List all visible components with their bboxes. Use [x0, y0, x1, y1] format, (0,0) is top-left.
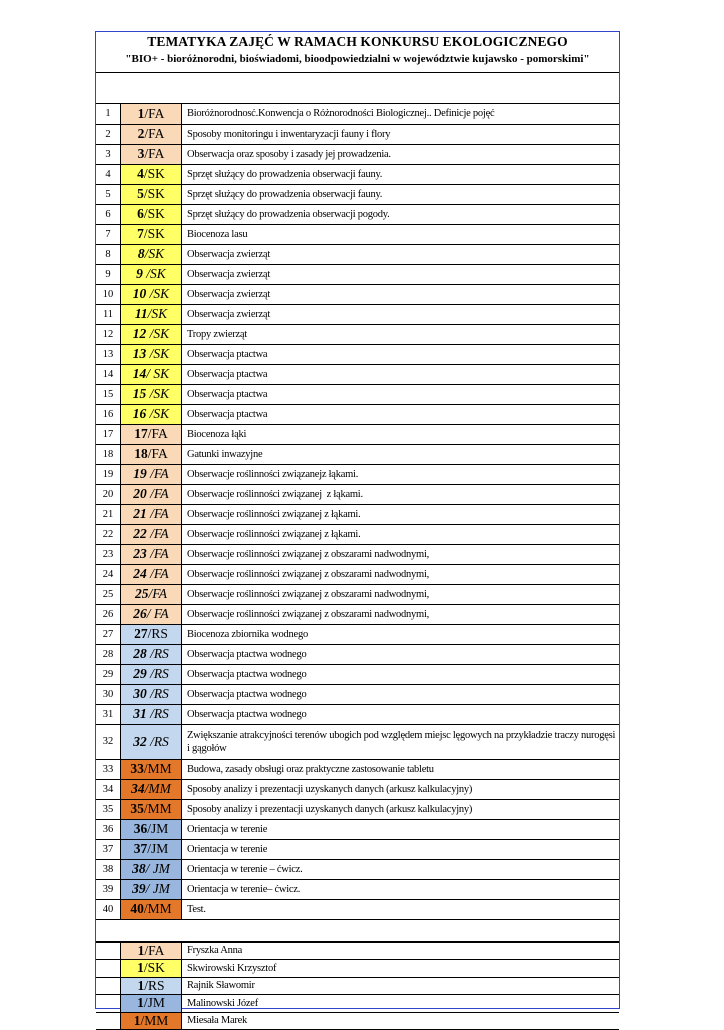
lesson-topic: Tropy zwierząt	[182, 324, 620, 344]
lesson-code-suffix: /JM	[147, 821, 168, 836]
instructor-code-suffix: /FA	[144, 943, 164, 958]
lesson-code-number: 4	[137, 166, 144, 181]
table-spacer	[96, 920, 619, 942]
table-row	[96, 104, 619, 124]
lesson-code-number: 40	[130, 901, 144, 916]
lesson-code	[121, 444, 182, 464]
lesson-code-number: 38	[132, 861, 146, 876]
instructor-name: Rajnik Sławomir	[182, 977, 620, 995]
lesson-code-suffix: /FA	[144, 146, 164, 161]
lesson-code	[121, 104, 182, 124]
instructor-row	[96, 1012, 619, 1030]
lesson-code-number: 31	[133, 706, 147, 721]
lesson-topic: Sprzęt służący do prowadzenia obserwacji pogody.	[182, 204, 620, 224]
table-row	[96, 324, 619, 344]
lesson-topic: Obserwacje roślinności związanej z obszarami nadwodnymi,	[182, 584, 620, 604]
lesson-code-suffix: / SK	[146, 366, 169, 381]
instructor-code-number: 1	[137, 960, 144, 975]
lesson-code	[121, 839, 182, 859]
lesson-code-suffix: /MM	[145, 781, 171, 796]
lesson-code-number: 6	[137, 206, 144, 221]
lesson-code	[121, 204, 182, 224]
table-row	[96, 404, 619, 424]
row-number: 37	[96, 839, 121, 859]
lesson-topic: Obserwacja ptactwa	[182, 344, 620, 364]
instructor-spacer-cell	[96, 1012, 121, 1030]
row-number: 22	[96, 524, 121, 544]
row-number: 35	[96, 799, 121, 819]
lesson-code-suffix: /FA	[147, 526, 169, 541]
lesson-code-suffix: /FA	[148, 586, 167, 601]
lesson-code	[121, 644, 182, 664]
lesson-topic: Bioróżnorodnosć.Konwencja o Różnorodności Biologicznej.. Definicje pojęć	[182, 104, 620, 124]
table-row	[96, 264, 619, 284]
lesson-code	[121, 404, 182, 424]
lesson-code-suffix: /RS	[148, 626, 168, 641]
lesson-topic: Obserwacja ptactwa wodnego	[182, 664, 620, 684]
lesson-code	[121, 484, 182, 504]
lesson-topic: Sprzęt służący do prowadzenia obserwacji fauny.	[182, 184, 620, 204]
lesson-code	[121, 664, 182, 684]
instructor-code	[121, 960, 182, 978]
lesson-topic: Orientacja w terenie– ćwicz.	[182, 879, 620, 899]
lesson-topic: Biocenoza zbiornika wodnego	[182, 624, 620, 644]
table-row	[96, 424, 619, 444]
lesson-code-suffix: /SK	[144, 226, 165, 241]
table-row	[96, 879, 619, 899]
lesson-code-suffix: /SK	[146, 286, 169, 301]
lesson-code	[121, 779, 182, 799]
row-number: 30	[96, 684, 121, 704]
lesson-code	[121, 759, 182, 779]
lesson-code-number: 12	[133, 326, 147, 341]
lesson-code	[121, 879, 182, 899]
row-number: 26	[96, 604, 121, 624]
lesson-code-number: 17	[134, 426, 148, 441]
lesson-code-suffix: /FA	[147, 566, 169, 581]
lesson-code-suffix: / JM	[146, 881, 170, 896]
table-row	[96, 184, 619, 204]
lesson-topic: Biocenoza lasu	[182, 224, 620, 244]
row-number: 38	[96, 859, 121, 879]
lesson-topic: Sposoby monitoringu i inwentaryzacji fauny i flory	[182, 124, 620, 144]
lesson-code-number: 5	[137, 186, 144, 201]
row-number: 20	[96, 484, 121, 504]
instructor-name: Miesała Marek	[182, 1012, 620, 1030]
lesson-code-number: 20	[133, 486, 147, 501]
table-row	[96, 899, 619, 919]
lesson-code-suffix: /FA	[144, 126, 164, 141]
lesson-code-number: 22	[133, 526, 147, 541]
row-number: 13	[96, 344, 121, 364]
lesson-code-number: 19	[133, 466, 147, 481]
lesson-topic: Sposoby analizy i prezentacji uzyskanych danych (arkusz kalkulacyjny)	[182, 799, 620, 819]
lesson-code	[121, 164, 182, 184]
lesson-code	[121, 384, 182, 404]
lesson-code-suffix: /SK	[143, 266, 166, 281]
row-number: 39	[96, 879, 121, 899]
row-number: 2	[96, 124, 121, 144]
lesson-topic: Biocenoza łąki	[182, 424, 620, 444]
lesson-code-suffix: /SK	[146, 406, 169, 421]
instructor-code-number: 1	[137, 995, 144, 1010]
row-number: 32	[96, 724, 121, 759]
lesson-code-suffix: /SK	[148, 306, 168, 321]
table-row	[96, 624, 619, 644]
row-number: 19	[96, 464, 121, 484]
instructors-table	[96, 942, 619, 1030]
lesson-code	[121, 564, 182, 584]
lesson-code	[121, 124, 182, 144]
lesson-code-number: 13	[133, 346, 147, 361]
lesson-code	[121, 284, 182, 304]
topics-table	[96, 104, 619, 920]
lesson-code-suffix: /SK	[146, 326, 169, 341]
document-subtitle: "BIO+ - bioróżnorodni, bioświadomi, bioodpowiedzialni w województwie kujawsko - pomorskimi"	[96, 51, 619, 68]
instructor-spacer-cell	[96, 942, 121, 960]
table-row	[96, 464, 619, 484]
table-row	[96, 544, 619, 564]
lesson-code-number: 37	[134, 841, 148, 856]
lesson-code-suffix: /FA	[144, 106, 164, 121]
lesson-topic: Obserwacja ptactwa	[182, 404, 620, 424]
lesson-topic: Obserwacje roślinności związanejz łąkami.	[182, 464, 620, 484]
instructor-row	[96, 942, 619, 960]
table-row	[96, 484, 619, 504]
row-number: 9	[96, 264, 121, 284]
lesson-topic: Obserwacja ptactwa wodnego	[182, 644, 620, 664]
table-row	[96, 384, 619, 404]
lesson-code-number: 27	[134, 626, 148, 641]
lesson-code-number: 16	[133, 406, 147, 421]
row-number: 1	[96, 104, 121, 124]
row-number: 21	[96, 504, 121, 524]
lesson-topic: Zwiększanie atrakcyjności terenów ubogich pod względem miejsc lęgowych na przykładzie traczy nurogęsi i gągołów	[182, 724, 620, 759]
row-number: 18	[96, 444, 121, 464]
lesson-code	[121, 584, 182, 604]
table-row	[96, 759, 619, 779]
lesson-code-number: 32	[133, 734, 147, 749]
lesson-code-number: 35	[130, 801, 144, 816]
instructor-code	[121, 995, 182, 1013]
lesson-code	[121, 364, 182, 384]
lesson-topic: Obserwacje roślinności związanej z obszarami nadwodnymi,	[182, 544, 620, 564]
lesson-code-number: 26	[133, 606, 147, 621]
row-number: 31	[96, 704, 121, 724]
table-row	[96, 204, 619, 224]
lesson-code-suffix: /RS	[147, 666, 169, 681]
lesson-code-suffix: /JM	[147, 841, 168, 856]
lesson-code-number: 34	[131, 781, 145, 796]
lesson-code-number: 29	[133, 666, 147, 681]
lesson-code-number: 9	[136, 266, 143, 281]
table-row	[96, 664, 619, 684]
instructor-code	[121, 1012, 182, 1030]
lesson-topic: Orientacja w terenie	[182, 839, 620, 859]
row-number: 15	[96, 384, 121, 404]
lesson-code	[121, 899, 182, 919]
instructor-code-number: 1	[138, 943, 145, 958]
table-row	[96, 344, 619, 364]
table-row	[96, 524, 619, 544]
instructor-spacer-cell	[96, 995, 121, 1013]
instructor-code-number: 1	[134, 1013, 141, 1028]
lesson-topic: Obserwacje roślinności związanej z obszarami nadwodnymi,	[182, 604, 620, 624]
lesson-topic: Budowa, zasady obsługi oraz praktyczne zastosowanie tabletu	[182, 759, 620, 779]
instructor-name: Fryszka Anna	[182, 942, 620, 960]
lesson-code-suffix: /SK	[146, 346, 169, 361]
row-number: 23	[96, 544, 121, 564]
lesson-code-suffix: /RS	[147, 734, 169, 749]
row-number: 28	[96, 644, 121, 664]
lesson-code	[121, 184, 182, 204]
lesson-topic: Obserwacje roślinności związanej z łąkami.	[182, 504, 620, 524]
lesson-code-suffix: /SK	[144, 206, 165, 221]
row-number: 25	[96, 584, 121, 604]
lesson-code-suffix: /RS	[147, 686, 169, 701]
lesson-topic: Obserwacja ptactwa	[182, 364, 620, 384]
lesson-code-suffix: /SK	[144, 186, 165, 201]
table-row	[96, 684, 619, 704]
document-title: TEMATYKA ZAJĘĆ W RAMACH KONKURSU EKOLOGICZNEGO	[96, 32, 619, 51]
lesson-code-number: 18	[134, 446, 148, 461]
table-row	[96, 144, 619, 164]
row-number: 16	[96, 404, 121, 424]
lesson-topic: Gatunki inwazyjne	[182, 444, 620, 464]
table-row	[96, 839, 619, 859]
row-number: 29	[96, 664, 121, 684]
table-row	[96, 304, 619, 324]
lesson-code-number: 7	[137, 226, 144, 241]
lesson-code	[121, 724, 182, 759]
lesson-code-suffix: /FA	[147, 506, 169, 521]
instructor-code-suffix: /MM	[140, 1013, 168, 1028]
lesson-code-suffix: /SK	[146, 386, 169, 401]
lesson-code-suffix: /MM	[144, 761, 172, 776]
row-number: 8	[96, 244, 121, 264]
table-row	[96, 564, 619, 584]
row-number: 6	[96, 204, 121, 224]
lesson-code-suffix: /FA	[147, 486, 169, 501]
lesson-topic: Obserwacja zwierząt	[182, 284, 620, 304]
lesson-topic: Obserwacja ptactwa	[182, 384, 620, 404]
lesson-code-number: 8	[138, 246, 145, 261]
table-row	[96, 444, 619, 464]
lesson-code-suffix: /MM	[144, 801, 172, 816]
instructor-code-suffix: /JM	[144, 995, 165, 1010]
instructor-spacer-cell	[96, 960, 121, 978]
lesson-code-suffix: /FA	[148, 446, 168, 461]
instructor-code-suffix: /RS	[144, 978, 164, 993]
lesson-code-number: 33	[130, 761, 144, 776]
row-number: 4	[96, 164, 121, 184]
table-row	[96, 724, 619, 759]
lesson-code-number: 25	[135, 586, 149, 601]
lesson-topic: Obserwacja zwierząt	[182, 304, 620, 324]
lesson-code	[121, 504, 182, 524]
row-number: 14	[96, 364, 121, 384]
instructor-name: Malinowski Józef	[182, 995, 620, 1013]
row-number: 12	[96, 324, 121, 344]
lesson-code	[121, 624, 182, 644]
lesson-code	[121, 304, 182, 324]
table-row	[96, 224, 619, 244]
lesson-code	[121, 324, 182, 344]
table-row	[96, 859, 619, 879]
lesson-code	[121, 819, 182, 839]
lesson-code-suffix: / FA	[147, 606, 169, 621]
lesson-code-number: 11	[135, 306, 148, 321]
lesson-code	[121, 424, 182, 444]
lesson-topic: Obserwacja zwierząt	[182, 264, 620, 284]
table-row	[96, 244, 619, 264]
header-spacer	[96, 73, 619, 104]
lesson-topic: Test.	[182, 899, 620, 919]
lesson-code-number: 30	[133, 686, 147, 701]
table-row	[96, 284, 619, 304]
row-number: 40	[96, 899, 121, 919]
instructor-code-number: 1	[137, 978, 144, 993]
lesson-code	[121, 244, 182, 264]
lesson-code-number: 3	[138, 146, 145, 161]
lesson-code-number: 21	[133, 506, 147, 521]
lesson-topic: Obserwacje roślinności związanej z obszarami nadwodnymi,	[182, 564, 620, 584]
lesson-topic: Sprzęt służący do prowadzenia obserwacji fauny.	[182, 164, 620, 184]
lesson-code-number: 10	[133, 286, 147, 301]
lesson-code	[121, 859, 182, 879]
lesson-code	[121, 144, 182, 164]
lesson-topic: Obserwacja ptactwa wodnego	[182, 704, 620, 724]
instructor-row	[96, 977, 619, 995]
lesson-topic: Obserwacje roślinności związanej z łąkami.	[182, 524, 620, 544]
instructor-spacer-cell	[96, 977, 121, 995]
lesson-code-suffix: /RS	[147, 706, 169, 721]
instructor-code-suffix: /SK	[144, 960, 165, 975]
table-row	[96, 704, 619, 724]
document-header	[96, 32, 619, 73]
row-number: 27	[96, 624, 121, 644]
lesson-code	[121, 604, 182, 624]
row-number: 33	[96, 759, 121, 779]
schedule-sheet	[95, 31, 620, 1009]
table-row	[96, 164, 619, 184]
row-number: 36	[96, 819, 121, 839]
lesson-code-number: 24	[133, 566, 147, 581]
row-number: 24	[96, 564, 121, 584]
lesson-code	[121, 264, 182, 284]
table-row	[96, 584, 619, 604]
table-row	[96, 819, 619, 839]
lesson-code-suffix: /FA	[147, 466, 169, 481]
lesson-topic: Obserwacje roślinności związanej z łąkami.	[182, 484, 620, 504]
lesson-code-suffix: /FA	[148, 426, 168, 441]
table-row	[96, 644, 619, 664]
lesson-code-suffix: / JM	[146, 861, 170, 876]
lesson-code-number: 28	[133, 646, 147, 661]
instructor-code	[121, 977, 182, 995]
lesson-topic: Orientacja w terenie – ćwicz.	[182, 859, 620, 879]
lesson-code-number: 1	[138, 106, 145, 121]
table-row	[96, 779, 619, 799]
instructor-code	[121, 942, 182, 960]
lesson-code-suffix: /MM	[144, 901, 172, 916]
row-number: 11	[96, 304, 121, 324]
lesson-code-number: 15	[133, 386, 147, 401]
lesson-code-suffix: /SK	[145, 246, 165, 261]
table-row	[96, 364, 619, 384]
lesson-topic: Obserwacja ptactwa wodnego	[182, 684, 620, 704]
lesson-code-suffix: /FA	[147, 546, 169, 561]
row-number: 7	[96, 224, 121, 244]
row-number: 34	[96, 779, 121, 799]
row-number: 3	[96, 144, 121, 164]
instructor-row	[96, 995, 619, 1013]
lesson-code	[121, 224, 182, 244]
lesson-code	[121, 464, 182, 484]
lesson-topic: Obserwacja oraz sposoby i zasady jej prowadzenia.	[182, 144, 620, 164]
lesson-code	[121, 524, 182, 544]
table-row	[96, 799, 619, 819]
lesson-code-suffix: /SK	[144, 166, 165, 181]
lesson-code	[121, 799, 182, 819]
lesson-code-suffix: /RS	[147, 646, 169, 661]
row-number: 17	[96, 424, 121, 444]
lesson-topic: Obserwacja zwierząt	[182, 244, 620, 264]
instructor-name: Skwirowski Krzysztof	[182, 960, 620, 978]
table-row	[96, 124, 619, 144]
lesson-code	[121, 544, 182, 564]
row-number: 10	[96, 284, 121, 304]
lesson-topic: Orientacja w terenie	[182, 819, 620, 839]
row-number: 5	[96, 184, 121, 204]
lesson-topic: Sposoby analizy i prezentacji uzyskanych danych (arkusz kalkulacyjny)	[182, 779, 620, 799]
table-row	[96, 504, 619, 524]
lesson-code-number: 39	[132, 881, 146, 896]
lesson-code	[121, 344, 182, 364]
lesson-code-number: 2	[138, 126, 145, 141]
table-row	[96, 604, 619, 624]
lesson-code-number: 14	[133, 366, 147, 381]
lesson-code-number: 23	[133, 546, 147, 561]
lesson-code-number: 36	[134, 821, 148, 836]
lesson-code	[121, 684, 182, 704]
lesson-code	[121, 704, 182, 724]
instructor-row	[96, 960, 619, 978]
